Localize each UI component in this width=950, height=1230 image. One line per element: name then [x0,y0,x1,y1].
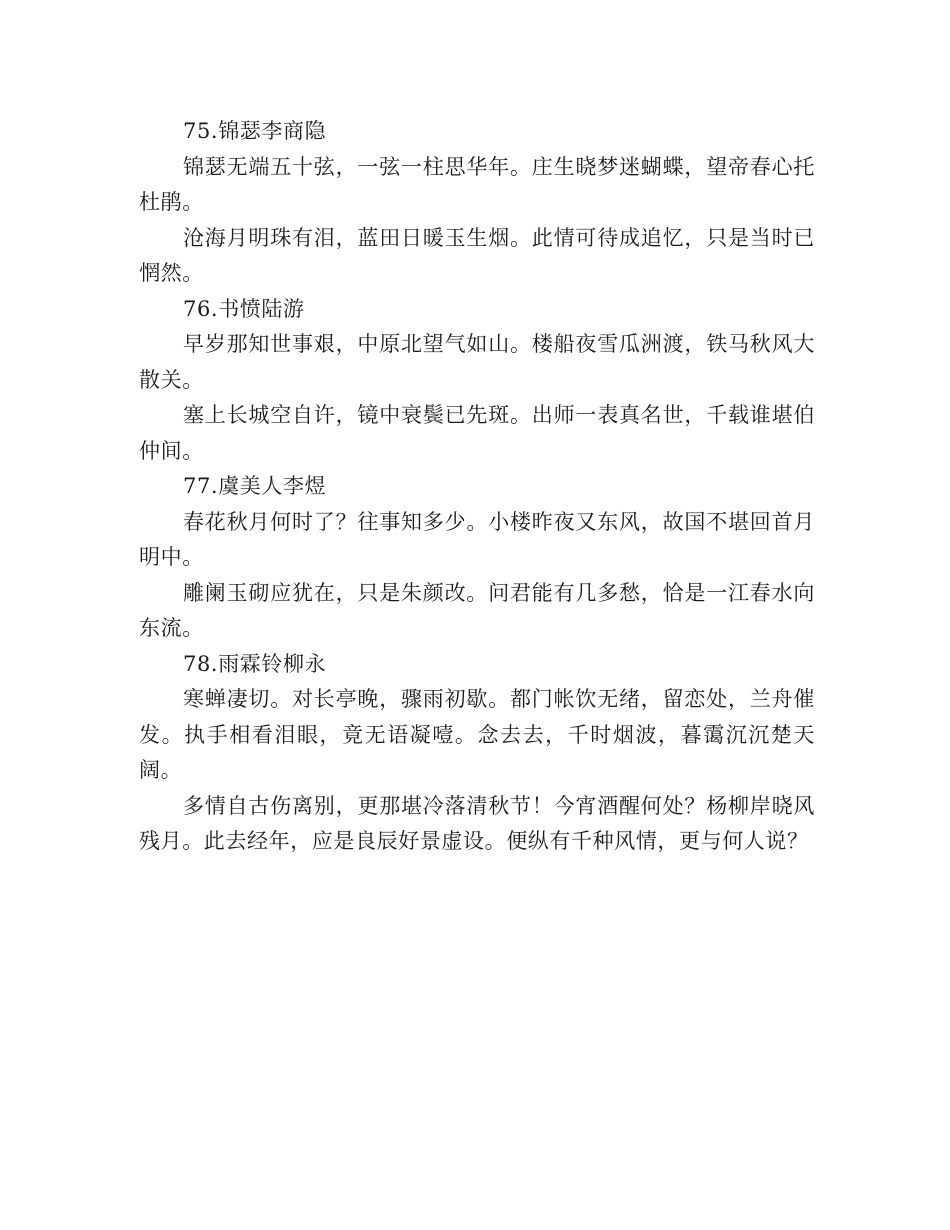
poem-title: 77.虞美人李煜 [183,474,327,498]
document-page [139,114,815,860]
poem-title: 78.雨霖铃柳永 [183,651,327,676]
poem-paragraph: 塞上长城空自许，镜中衰鬓已先斑。出师一表真名世，千载谁堪伯仲间。 [139,403,815,463]
poem-77 [139,469,815,647]
poem-paragraph: 雕阑玉砌应犹在，只是朱颜改。问君能有几多愁，恰是一江春水向东流。 [139,580,815,640]
poem-76 [139,292,815,470]
poem-78 [139,647,815,860]
poem-paragraph: 早岁那知世事艰，中原北望气如山。楼船夜雪瓜洲渡，铁马秋风大散关。 [139,332,815,392]
poem-title: 76.书愤陆游 [183,296,305,321]
poem-75 [139,114,815,292]
poem-paragraph: 沧海月明珠有泪，蓝田日暖玉生烟。此情可待成追忆，只是当时已惘然。 [139,225,815,285]
poem-paragraph: 锦瑟无端五十弦，一弦一柱思华年。庄生晓梦迷蝴蝶，望帝春心托杜鹃。 [139,154,815,214]
poem-paragraph: 春花秋月何时了？往事知多少。小楼昨夜又东风，故国不堪回首月明中。 [139,509,815,569]
poem-title: 75.锦瑟李商隐 [183,119,327,143]
poem-paragraph: 寒蝉凄切。对长亭晚，骤雨初歇。都门帐饮无绪，留恋处，兰舟催发。执手相看泪眼，竟无语凝噎。念去去，千时烟波，暮霭沉沉楚天阔。 [139,687,815,782]
poem-paragraph: 多情自古伤离别，更那堪冷落清秋节！今宵酒醒何处？杨柳岸晓风残月。此去经年，应是良辰好景虚设。便纵有千种风情，更与何人说？ [139,793,815,853]
